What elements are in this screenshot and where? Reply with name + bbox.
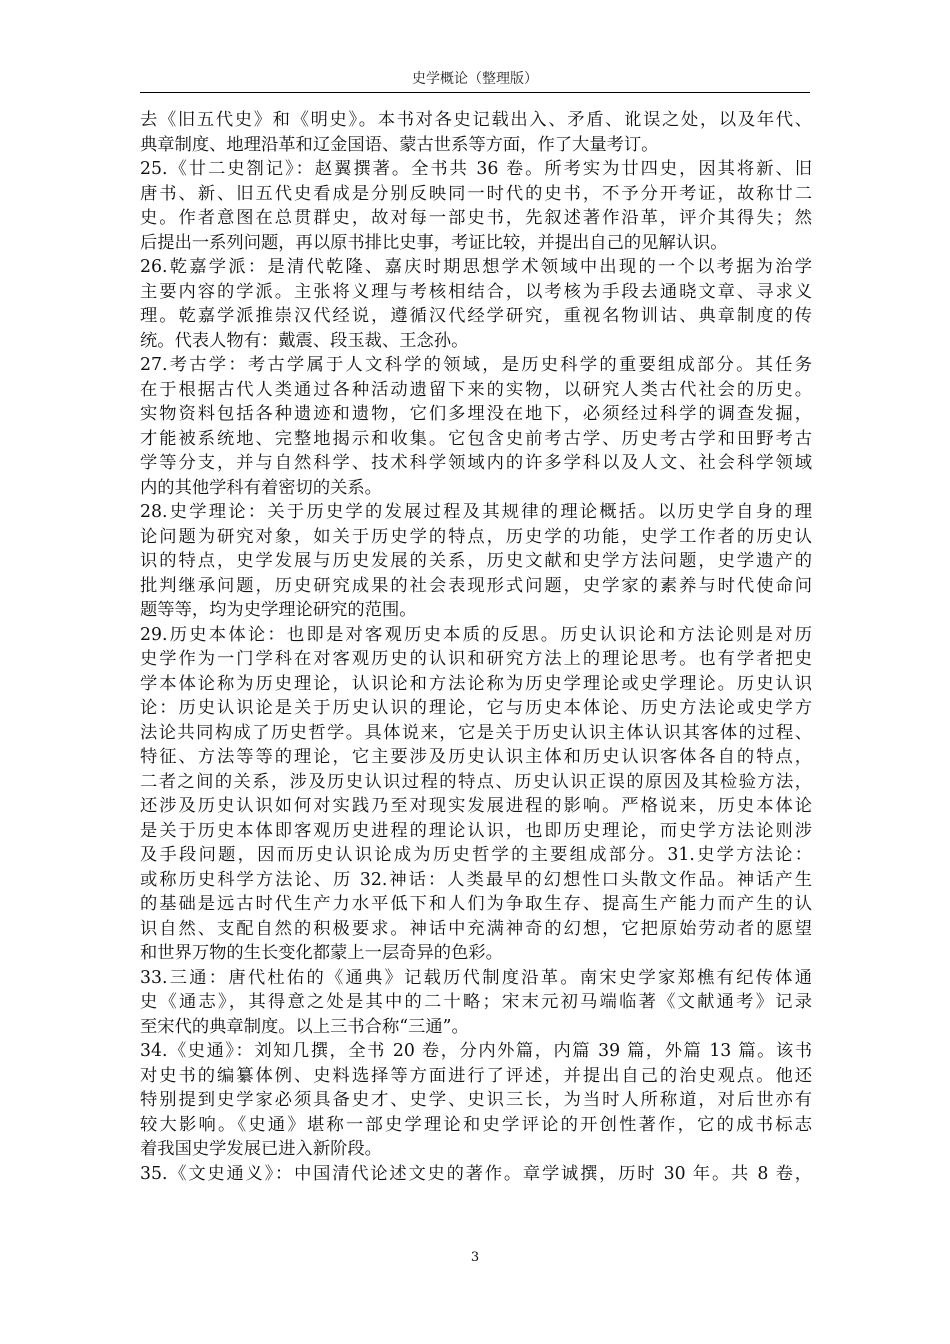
text-line: 内的其他学科有着密切的关系。 [140,477,382,498]
text-line: 典章制度、地理沿革和辽金国语、蒙古世系等方面，作了大量考订。 [140,134,659,155]
text-line: 在于根据古代人类通过各种活动遗留下来的实物，以研究人类古代社会的历史。 [140,379,812,400]
text-line: 法论共同构成了历史哲学。具体说来，它是关于历史认识主体认识其客体的过程、 [140,722,812,743]
text-line: 是关于历史本体即客观历史进程的理论认识，也即历史理论，而史学方法论则涉 [140,820,812,841]
text-line: 批判继承问题，历史研究成果的社会表现形式问题，史学家的素养与时代使命问 [140,575,812,596]
text-line: 后提出一系列问题，再以原书排比史事，考证比较，并提出自己的见解认识。 [140,232,728,253]
text-line: 特别提到史学家必须具备史才、史学、史识三长，为当时人所称道，对后世亦有 [140,1090,812,1110]
text-line: 或称历史科学方法论、历 32.神话：人类最早的幻想性口头散文作品。神话产生 [140,869,812,890]
text-line: 28.史学理论：关于历史学的发展过程及其规律的理论概括。以历史学自身的理 [140,502,812,522]
text-line: 题等等，均为史学理论研究的范围。 [140,600,417,620]
text-line: 史。作者意图在总贯群史，故对每一部史书，先叙述著作沿革，评介其得失；然 [140,208,812,228]
text-line: 较大影响。《史通》堪称一部史学理论和史学评论的开创性著作，它的成书标志 [140,1114,812,1135]
text-line: 还涉及历史认识如何对实践乃至对现实发展进程的影响。严格说来，历史本体论 [140,796,812,816]
text-line: 去《旧五代史》和《明史》。本书对各史记载出入、矛盾、讹误之处，以及年代、 [140,110,812,130]
text-line: 实物资料包括各种遗迹和遗物，它们多埋没在地下，必须经过科学的调查发掘， [140,404,812,424]
document-body [140,108,812,1186]
text-line: 33.三通：唐代杜佑的《通典》记载历代制度沿革。南宋史学家郑樵有纪传体通 [140,967,812,988]
text-line: 35.《文史通义》：中国清代论述文史的著作。章学诚撰，历时 30 年。共 8 卷， [140,1163,812,1184]
text-line: 史学作为一门学科在对客观历史的认识和研究方法上的理论思考。也有学者把史 [140,649,812,669]
text-line: 26.乾嘉学派：是清代乾隆、嘉庆时期思想学术领域中出现的一个以考据为治学 [140,257,812,277]
text-line: 主要内容的学派。主张将义理与考核相结合，以考核为手段去通晓文章、寻求义 [140,281,812,302]
text-line: 统。代表人物有：戴震、段玉裁、王念孙。 [140,330,469,351]
text-line: 理。乾嘉学派推崇汉代经说，遵循汉代经学研究，重视名物训诂、典章制度的传 [140,306,812,326]
text-line: 才能被系统地、完整地揭示和收集。它包含史前考古学、历史考古学和田野考古 [140,428,812,449]
text-line: 至宋代的典章制度。以上三书合称“三通”。 [140,1016,469,1037]
header-rule [140,92,810,93]
text-line: 及手段问题，因而历史认识论成为历史哲学的主要组成部分。31.史学方法论： [140,845,812,865]
text-line: 的基础是远古时代生产力水平低下和人们为争取生存、提高生产能力而产生的认 [140,894,812,914]
text-line: 学等分支，并与自然科学、技术科学领域内的许多学科以及人文、社会科学领域 [140,453,812,473]
text-line: 唐书、新、旧五代史看成是分别反映同一时代的史书，不予分开考证，故称廿二 [140,183,812,204]
text-line: 对史书的编纂体例、史料选择等方面进行了评述，并提出自己的治史观点。他还 [140,1065,812,1086]
text-line: 特征、方法等等的理论，它主要涉及历史认识主体和历史认识客体各自的特点， [140,747,812,767]
text-line: 二者之间的关系，涉及历史认识过程的特点、历史认识正误的原因及其检验方法， [140,771,812,792]
text-line: 识自然、支配自然的积极要求。神话中充满神奇的幻想，它把原始劳动者的愿望 [140,918,812,939]
text-line: 34.《史通》：刘知几撰，全书 20 卷，分内外篇，内篇 39 篇，外篇 13 篇。该书 [140,1041,812,1061]
page-header-title: 史学概论（整理版） [412,71,538,87]
text-line: 史《通志》，其得意之处是其中的二十略；宋末元初马端临著《文献通考》记录 [140,992,812,1012]
text-line: 学本体论称为历史理论，认识论和方法论称为历史学理论或史学理论。历史认识 [140,673,812,694]
page-number: 3 [470,1250,480,1265]
text-line: 论：历史认识论是关于历史认识的理论，它与历史本体论、历史方法论或史学方 [140,698,812,718]
text-line: 着我国史学发展已进入新阶段。 [140,1139,382,1159]
text-line: 25.《廿二史劄记》：赵翼撰著。全书共 36 卷。所考实为廿四史，因其将新、旧 [140,159,812,179]
text-line: 29.历史本体论：也即是对客观历史本质的反思。历史认识论和方法论则是对历 [140,624,812,645]
text-line: 27.考古学：考古学属于人文科学的领域，是历史科学的重要组成部分。其任务 [140,355,812,375]
text-line: 和世界万物的生长变化都蒙上一层奇异的色彩。 [140,943,503,963]
text-line: 识的特点，史学发展与历史发展的关系，历史文献和史学方法问题，史学遗产的 [140,551,812,571]
text-line: 论问题为研究对象，如关于历史学的特点，历史学的功能，史学工作者的历史认 [140,526,812,547]
